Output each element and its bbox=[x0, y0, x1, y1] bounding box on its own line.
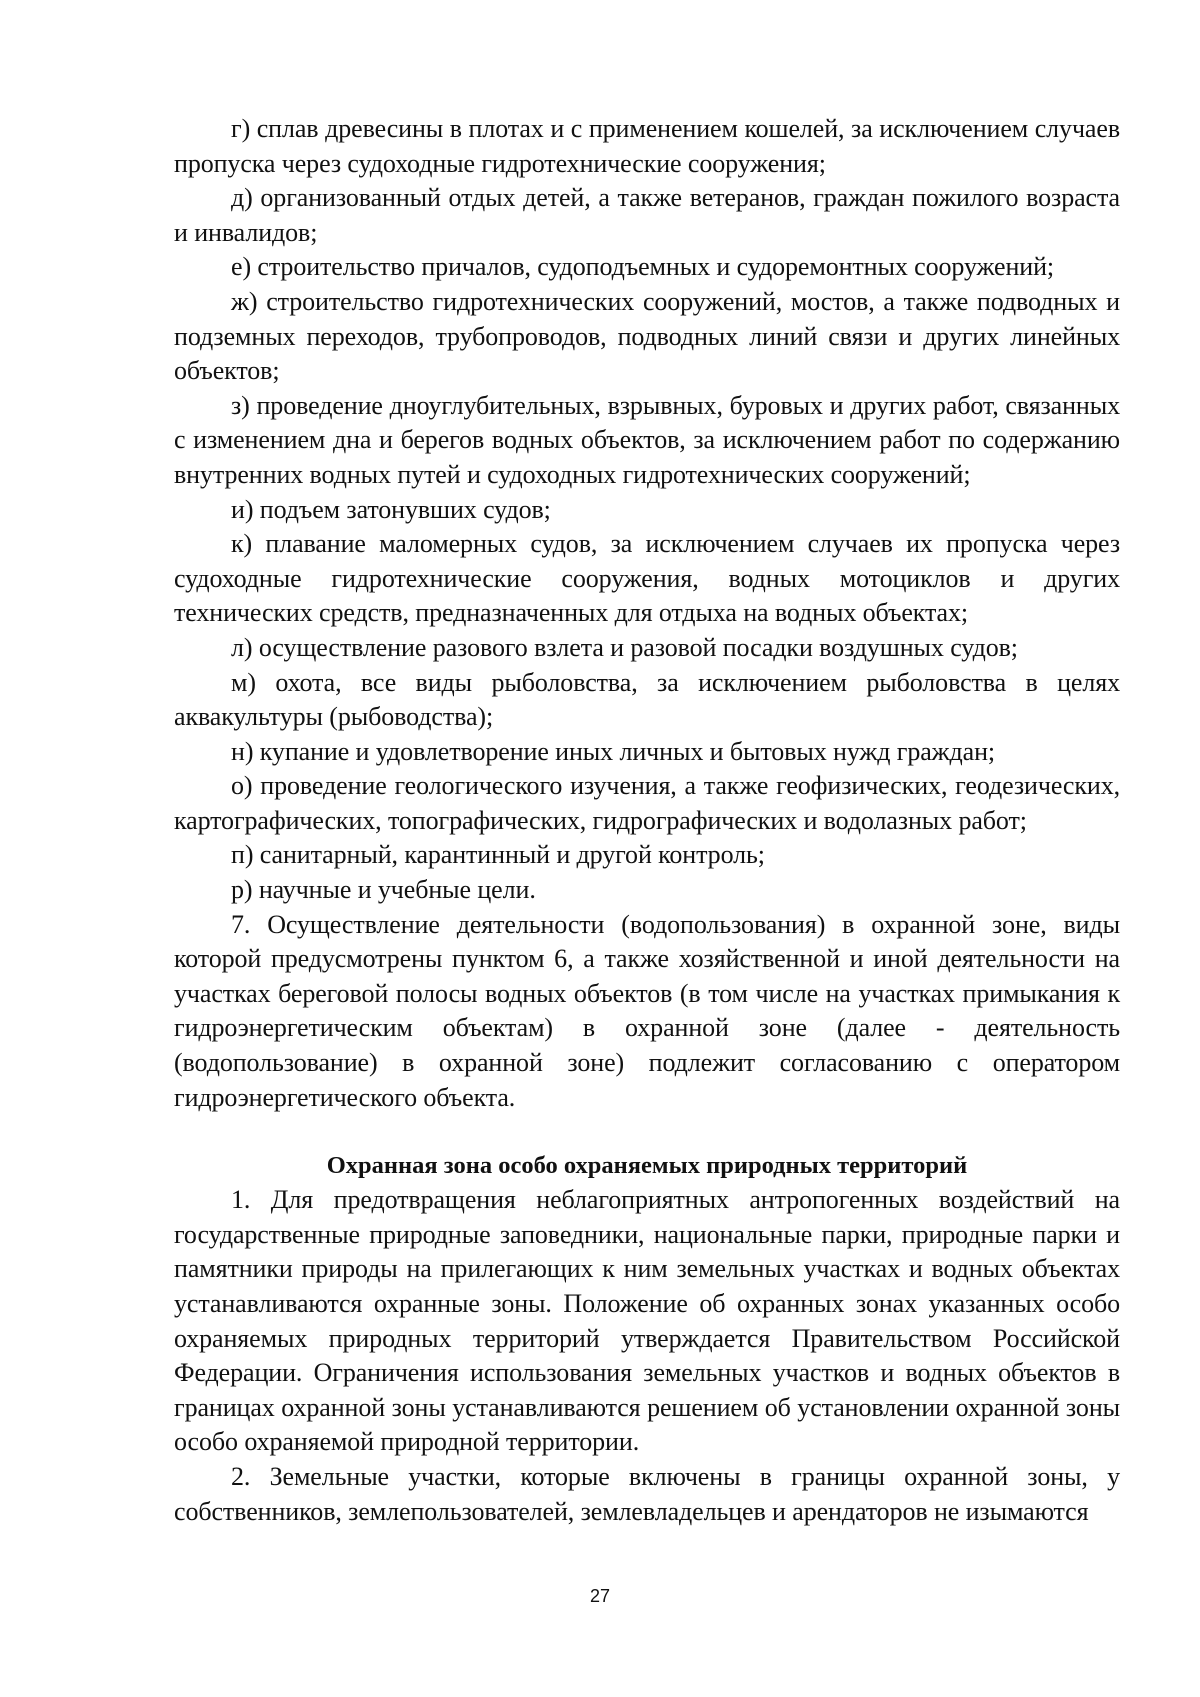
paragraph-item-k: к) плавание маломерных судов, за исключением случаев их пропуска через судоходные гидротехнические сооружения, водных мотоциклов и других технических средств, предназначенных для отдыха на водных объектах; bbox=[174, 529, 1120, 628]
section-heading: Охранная зона особо охраняемых природных территорий bbox=[326, 1152, 968, 1180]
paragraph-item-i: и) подъем затонувших судов; bbox=[231, 494, 551, 524]
document-page bbox=[174, 112, 1120, 1529]
paragraph-item-d: д) организованный отдых детей, а также ветеранов, граждан пожилого возраста и инвалидов; bbox=[174, 183, 1120, 247]
paragraph-item-e: е) строительство причалов, судоподъемных и судоремонтных сооружений; bbox=[231, 252, 1055, 282]
paragraph-item-g: г) сплав древесины в плотах и с применением кошелей, за исключением случаев пропуска через судоходные гидротехнические сооружения; bbox=[174, 114, 1120, 178]
paragraph-item-n: н) купание и удовлетворение иных личных и бытовых нужд граждан; bbox=[231, 736, 996, 766]
paragraph-item-o: о) проведение геологического изучения, а также геофизических, геодезических, картографических, топографических, гидрографических и водолазных работ; bbox=[174, 771, 1120, 835]
paragraph-item-p: п) санитарный, карантинный и другой контроль; bbox=[231, 840, 765, 870]
paragraph-clause-7: 7. Осуществление деятельности (водопользования) в охранной зоне, виды которой предусмотрены пунктом 6, а также хозяйственной и иной деятельности на участках береговой полосы водных объектов (в том числе на участках примыкания к гидроэнергетическим объектам) в охранной зоне (далее - деятельность (водопользование) в охранной зоне) подлежит согласованию с оператором гидроэнергетического объекта. bbox=[174, 909, 1120, 1112]
page-number: 27 bbox=[589, 1586, 611, 1606]
paragraph-item-r: р) научные и учебные цели. bbox=[231, 875, 536, 905]
section-paragraph-2: 2. Земельные участки, которые включены в границы охранной зоны, у собственников, землепользователей, землевладельцев и арендаторов не изымаются bbox=[174, 1461, 1120, 1526]
paragraph-item-zh: ж) строительство гидротехнических сооружений, мостов, а также подводных и подземных переходов, трубопроводов, подводных линий связи и других линейных объектов; bbox=[174, 286, 1120, 386]
paragraph-item-z: з) проведение дноуглубительных, взрывных, буровых и других работ, связанных с изменением дна и берегов водных объектов, за исключением работ по содержанию внутренних водных путей и судоходных гидротехнических сооружений; bbox=[174, 390, 1120, 489]
paragraph-item-l: л) осуществление разового взлета и разовой посадки воздушных судов; bbox=[231, 632, 1018, 662]
paragraph-item-m: м) охота, все виды рыболовства, за исключением рыболовства в целях аквакультуры (рыбоводства); bbox=[174, 667, 1120, 732]
section-paragraph-1: 1. Для предотвращения неблагоприятных антропогенных воздействий на государственные природные заповедники, национальные парки, природные парки и памятники природы на прилегающих к ним земельных участках и водных объектах устанавливаются охранные зоны. Положение об охранных зонах указанных особо охраняемых природных территорий утверждается Правительством Российской Федерации. Ограничения использования земельных участков и водных объектов в границах охранной зоны устанавливаются решением об установлении охранной зоны особо охраняемой природной территории. bbox=[174, 1185, 1120, 1457]
